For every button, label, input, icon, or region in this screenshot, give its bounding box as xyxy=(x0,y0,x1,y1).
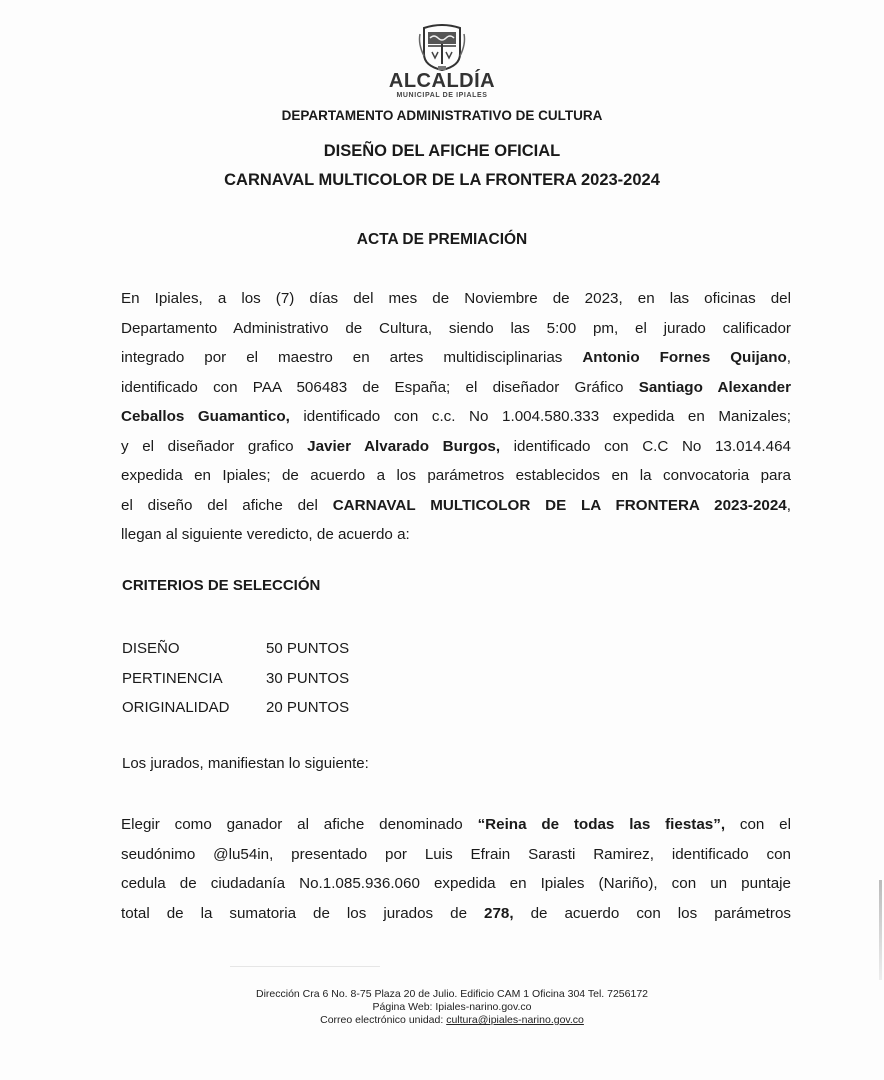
criteria-row xyxy=(122,634,349,664)
text-line xyxy=(121,402,791,432)
criteria-heading: CRITERIOS DE SELECCIÓN xyxy=(122,577,321,594)
text-line xyxy=(121,432,791,462)
text: , xyxy=(786,496,791,514)
footer-address: Dirección Cra 6 No. 8-75 Plaza 20 de Julio. Edificio CAM 1 Oficina 304 Tel. 7256172 xyxy=(255,988,649,1000)
footer-email-link[interactable]: cultura@ipiales-narino.gov.co xyxy=(446,1014,584,1026)
text-line: cedula de ciudadanía No.1.085.936.060 expedida en Ipiales (Nariño), con un puntaje xyxy=(121,875,791,892)
acta-heading: ACTA DE PREMIACIÓN xyxy=(356,231,528,248)
text: identificado con C.C No 13.014.464 xyxy=(500,437,791,455)
text: integrado por el maestro en artes multidisciplinarias xyxy=(121,349,583,366)
document-title-line2: CARNAVAL MULTICOLOR DE LA FRONTERA 2023-2024 xyxy=(224,171,660,189)
criteria-name: DISEÑO xyxy=(122,640,180,658)
criteria-list xyxy=(122,634,349,723)
criteria-points: 30 PUNTOS xyxy=(266,669,350,687)
jury-statement: Los jurados, manifiestan lo siguiente: xyxy=(122,755,369,772)
text-line xyxy=(121,810,791,840)
document-title-line1: DISEÑO DEL AFICHE OFICIAL xyxy=(323,142,561,160)
text: total de la sumatoria de los jurados de xyxy=(121,904,485,922)
text-line: En Ipiales, a los (7) días del mes de Noviembre de 2023, en las oficinas del xyxy=(121,290,791,307)
criteria-row xyxy=(122,693,349,723)
criteria-name: PERTINENCIA xyxy=(122,669,223,687)
criteria-points: 20 PUNTOS xyxy=(266,699,350,717)
logo-title: ALCALDÍA xyxy=(388,70,496,92)
text-line xyxy=(121,343,791,373)
total-score: 278, xyxy=(484,904,514,922)
text: con el xyxy=(725,816,791,833)
intro-paragraph xyxy=(121,284,791,550)
jury-member-name: Santiago Alexander xyxy=(638,378,791,396)
text: Elegir como ganador al afiche denominado xyxy=(121,816,478,833)
winning-poster-name: “Reina de todas las fiestas”, xyxy=(477,816,726,833)
text-line: Departamento Administrativo de Cultura, siendo las 5:00 pm, el jurado calificador xyxy=(121,319,791,337)
text: de acuerdo con los parámetros xyxy=(513,904,791,922)
scan-artifact xyxy=(230,966,380,967)
text: identificado con c.c. No 1.004.580.333 expedida en Manizales; xyxy=(289,408,791,425)
criteria-row xyxy=(122,664,349,694)
text-line: expedida en Ipiales; de acuerdo a los parámetros establecidos en la convocatoria para xyxy=(121,467,791,484)
footer-email-label: Correo electrónico unidad: xyxy=(320,1014,447,1026)
text: identificado con PAA 506483 de España; el diseñador Gráfico xyxy=(121,378,639,396)
winner-paragraph xyxy=(121,810,791,928)
text: y el diseñador grafico xyxy=(121,437,308,455)
jury-member-name: Antonio Fornes Quijano xyxy=(582,349,787,366)
footer xyxy=(0,988,884,1027)
footer-website: Página Web: Ipiales-narino.gov.co xyxy=(372,1001,532,1013)
text: , xyxy=(786,349,791,366)
scan-edge-shadow xyxy=(879,880,882,980)
footer-email-line xyxy=(0,1014,884,1027)
criteria-name: ORIGINALIDAD xyxy=(122,699,230,717)
coat-of-arms-icon xyxy=(416,24,468,72)
logo-subtitle: MUNICIPAL DE IPIALES xyxy=(396,92,488,99)
text-line xyxy=(121,899,791,929)
text-line: llegan al siguiente veredicto, de acuerdo a: xyxy=(121,526,410,543)
criteria-points: 50 PUNTOS xyxy=(266,640,350,658)
jury-member-name: Ceballos Guamantico, xyxy=(121,408,290,425)
text-line xyxy=(121,491,791,521)
text-line xyxy=(121,373,791,403)
text-line: seudónimo @lu54in, presentado por Luis Efrain Sarasti Ramirez, identificado con xyxy=(121,845,791,863)
event-name: CARNAVAL MULTICOLOR DE LA FRONTERA 2023-2024 xyxy=(332,496,787,514)
department-heading: DEPARTAMENTO ADMINISTRATIVO DE CULTURA xyxy=(281,108,603,123)
jury-member-name: Javier Alvarado Burgos, xyxy=(307,437,501,455)
text: el diseño del afiche del xyxy=(121,496,333,514)
